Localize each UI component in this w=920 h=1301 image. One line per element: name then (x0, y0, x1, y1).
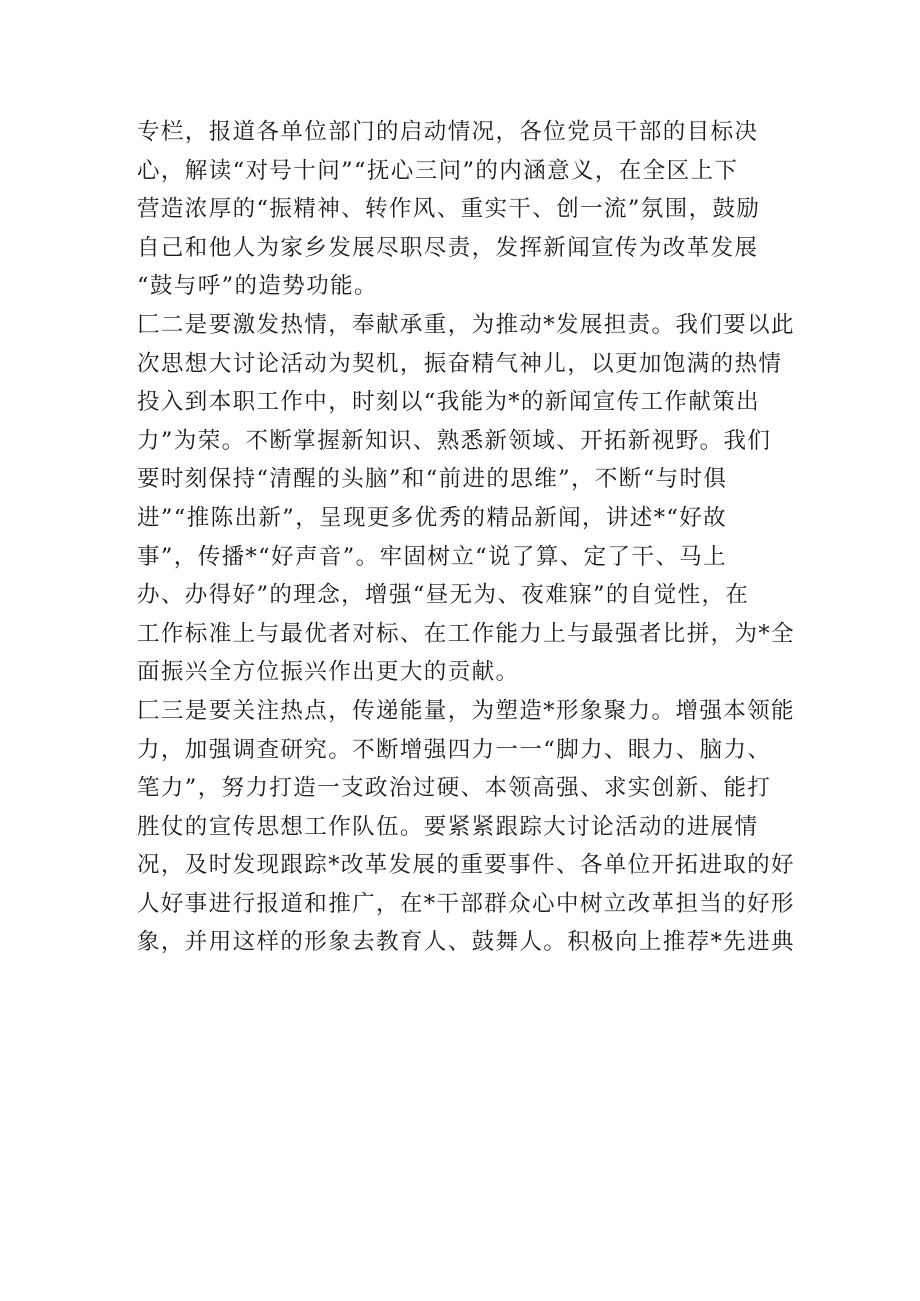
text-line: 事”，传播*“好声音”。牢固树立“说了算、定了干、马上 (137, 543, 728, 570)
text-line: 办、办得好”的理念，增强“昼无为、夜难寐”的自觉性，在 (137, 582, 750, 609)
text-line: “鼓与呼”的造势功能。 (137, 273, 378, 300)
text-line: 匚二是要激发热情，奉献承重，为推动*发展担责。我们要以此 (137, 311, 795, 338)
text-line: 匚三是要关注热点，传递能量，为塑造*形象聚力。增强本领能 (137, 697, 795, 724)
text-line: 心，解读“对号十问”“抚心三问”的内涵意义，在全区上下 (137, 157, 739, 184)
text-line: 象，并用这样的形象去教育人、鼓舞人。积极向上推荐*先进典 (137, 929, 795, 956)
text-line: 力”为荣。不断掌握新知识、熟悉新领域、开拓新视野。我们 (137, 427, 772, 454)
text-line: 力，加强调查研究。不断增强四力一一“脚力、眼力、脑力、 (137, 736, 772, 763)
text-line: 要时刻保持“清醒的头脑”和“前进的思维”，不断“与时俱 (137, 466, 728, 493)
text-line: 自己和他人为家乡发展尽职尽责，发挥新闻宣传为改革发展 (137, 234, 759, 261)
text-line: 投入到本职工作中，时刻以“我能为*的新闻宣传工作献策出 (137, 389, 761, 416)
text-line: 笔力”，努力打造一支政治过硬、本领高强、求实创新、能打 (137, 775, 772, 802)
text-line: 面振兴全方位振兴作出更大的贡献。 (137, 659, 520, 686)
text-line: 营造浓厚的“振精神、转作风、重实干、创一流”氛围，鼓励 (137, 196, 761, 223)
text-line: 工作标准上与最优者对标、在工作能力上与最强者比拼，为*全 (137, 620, 795, 647)
text-line: 胜仗的宣传思想工作队伍。要紧紧跟踪大讨论活动的进展情 (137, 813, 759, 840)
text-line: 专栏，报道各单位部门的启动情况，各位党员干部的目标决 (137, 119, 759, 145)
text-line: 进”“推陈出新”，呈现更多优秀的精品新闻，讲述*“好故 (137, 504, 728, 531)
text-line: 人好事进行报道和推广，在*干部群众心中树立改革担当的好形 (137, 890, 795, 917)
document-body (137, 113, 795, 962)
text-line: 况，及时发现跟踪*改革发展的重要事件、各单位开拓进取的好 (137, 852, 795, 879)
text-line: 次思想大讨论活动为契机，振奋精气神儿，以更加饱满的热情 (137, 350, 783, 377)
